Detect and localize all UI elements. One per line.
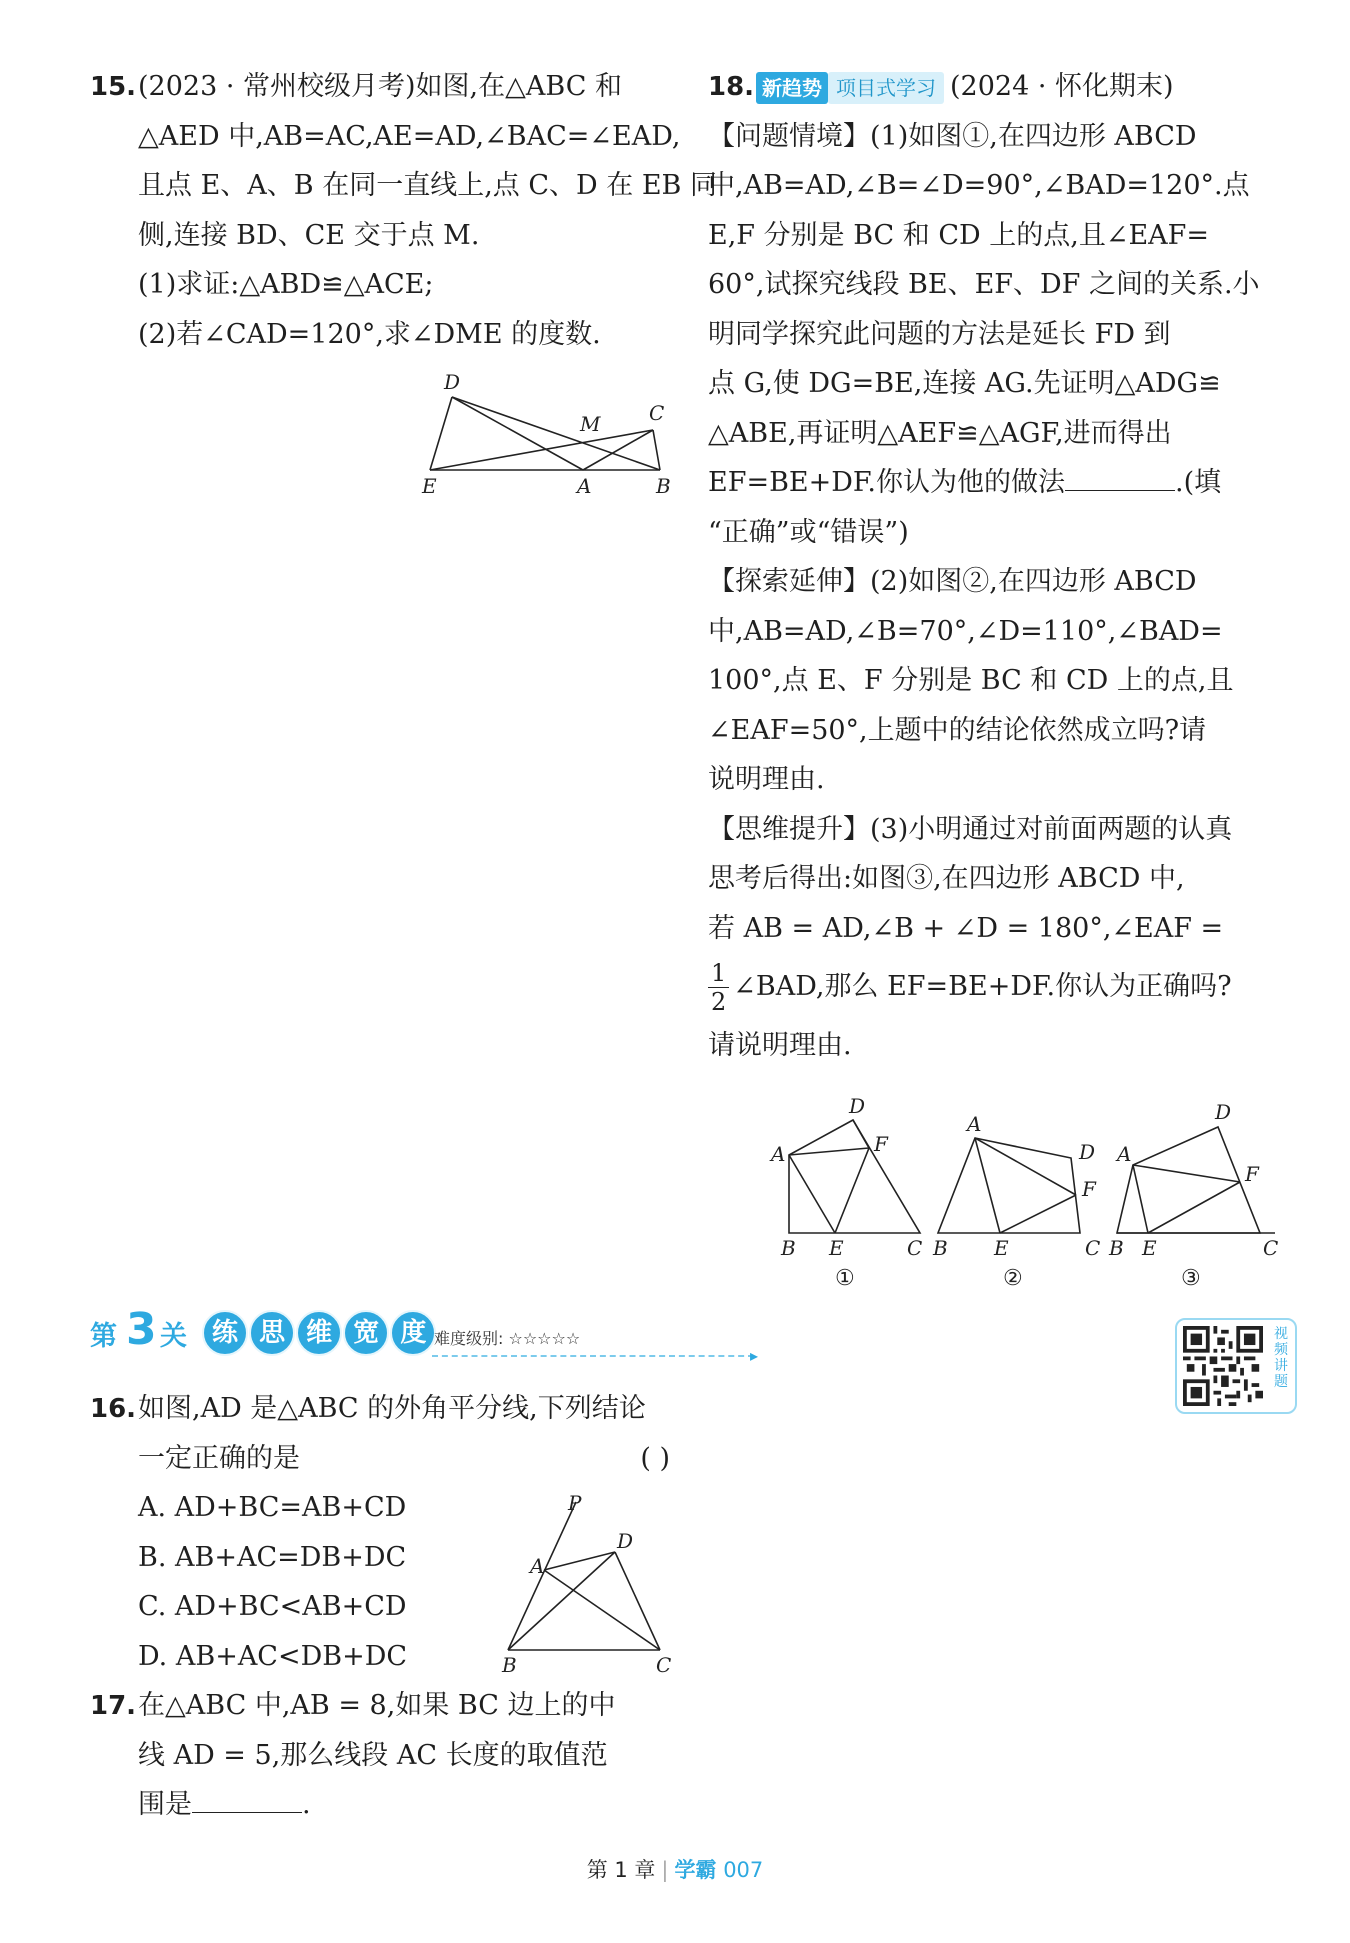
- fig3-number: ③: [1181, 1266, 1201, 1290]
- fig1-label-c: C: [907, 1236, 923, 1260]
- question-text: 请说明理由.: [708, 1030, 852, 1061]
- qr-code-icon: [1183, 1326, 1263, 1406]
- question-text: △AED 中,AB=AC,AE=AD,∠BAC=∠EAD,: [138, 120, 681, 152]
- q18-figures: [765, 1095, 1285, 1290]
- question-text: 若 AB = AD,∠B + ∠D = 180°,∠EAF =: [708, 912, 1224, 944]
- option-a[interactable]: A. AD+BC=AB+CD: [138, 1492, 407, 1523]
- fraction-numerator: 1: [708, 959, 729, 988]
- question-number: 18.: [708, 72, 755, 102]
- fig3-label-c: C: [1263, 1236, 1279, 1260]
- question-text: ∠BAD,那么 EF=BE+DF.你认为正确吗?: [733, 971, 1232, 1002]
- question-text: 且点 E、A、B 在同一直线上,点 C、D 在 EB 同: [138, 170, 717, 201]
- answer-blank[interactable]: [1065, 460, 1175, 491]
- question-text: ∠EAF=50°,上题中的结论依然成立吗?请: [708, 714, 1207, 746]
- answer-blank[interactable]: [192, 1782, 302, 1813]
- fig2-label-b: B: [933, 1236, 948, 1260]
- question-text: .(填: [1175, 467, 1222, 498]
- difficulty-level: 难度级别: ☆☆☆☆☆: [434, 1329, 581, 1348]
- question-text: .: [302, 1789, 311, 1820]
- fig2-label-e: E: [994, 1236, 1009, 1260]
- fig2-label-f: F: [1082, 1177, 1096, 1201]
- label-b: B: [502, 1653, 517, 1677]
- label-a: A: [577, 474, 592, 498]
- brand-label: 学霸: [674, 1858, 717, 1882]
- question-text: 在△ABC 中,AB = 8,如果 BC 边上的中: [138, 1690, 616, 1721]
- section-title-char: 思: [249, 1310, 295, 1356]
- fig1-label-e: E: [829, 1236, 844, 1260]
- section-title-char: 宽: [343, 1310, 389, 1356]
- section-divider: [432, 1355, 754, 1357]
- q16-figure: [490, 1490, 680, 1680]
- sub-question-1: (1)求证:△ABD≌△ACE;: [138, 269, 434, 300]
- section-title: [202, 1310, 432, 1356]
- fig1-label-b: B: [781, 1236, 796, 1260]
- question-17: [90, 1681, 680, 1830]
- question-text: 说明理由.: [708, 764, 825, 795]
- label-b: B: [656, 474, 671, 498]
- qr-code-box[interactable]: [1175, 1318, 1297, 1414]
- section-title-char: 练: [202, 1310, 248, 1356]
- label-p: P: [568, 1491, 582, 1515]
- fig3-label-f: F: [1245, 1162, 1259, 1186]
- question-text: 点 G,使 DG=BE,连接 AG.先证明△ADG≌: [708, 368, 1221, 399]
- fig3-label-b: B: [1109, 1236, 1124, 1260]
- question-15: [90, 62, 717, 359]
- q15-figure: [420, 365, 680, 500]
- question-text: 围是: [138, 1789, 192, 1820]
- trend-tag: 新趋势: [756, 72, 828, 104]
- question-text: E,F 分别是 BC 和 CD 上的点,且∠EAF=: [708, 219, 1210, 251]
- fig2-label-a: A: [967, 1112, 982, 1136]
- question-text: 60°,试探究线段 BE、EF、DF 之间的关系.小: [708, 269, 1260, 300]
- qr-label: 视频讲题: [1274, 1326, 1288, 1390]
- fig3-label-d: D: [1215, 1100, 1232, 1124]
- label-d: D: [617, 1529, 634, 1553]
- option-d[interactable]: D. AB+AC<DB+DC: [138, 1640, 408, 1672]
- fig1-label-f: F: [874, 1132, 888, 1156]
- question-18: [708, 62, 1293, 1071]
- sub-question-2: (2)若∠CAD=120°,求∠DME 的度数.: [138, 318, 601, 350]
- question-text: 线 AD = 5,那么线段 AC 长度的取值范: [138, 1739, 608, 1771]
- question-text: 思考后得出:如图③,在四边形 ABCD 中,: [708, 863, 1185, 894]
- answer-parentheses[interactable]: ( ): [640, 1442, 670, 1474]
- question-text: 一定正确的是: [138, 1442, 300, 1474]
- project-tag: 项目式学习: [828, 72, 944, 104]
- question-text: 中,AB=AD,∠B=70°,∠D=110°,∠BAD=: [708, 615, 1223, 647]
- page-number: 007: [723, 1858, 764, 1882]
- fig2-number: ②: [1003, 1266, 1023, 1290]
- question-text: 【思维提升】(3)小明通过对前面两题的认真: [708, 813, 1233, 845]
- question-source: (2024 · 怀化期末): [950, 71, 1174, 102]
- label-m: M: [580, 412, 601, 436]
- fig1-number: ①: [835, 1266, 855, 1290]
- arrow-right-icon: ▸: [750, 1346, 759, 1365]
- question-text: (2023 · 常州校级月考)如图,在△ABC 和: [138, 71, 622, 102]
- question-number: 15.: [90, 72, 137, 102]
- fig3-label-e: E: [1142, 1236, 1157, 1260]
- section-title-char: 度: [390, 1310, 436, 1356]
- fraction-denominator: 2: [711, 988, 727, 1016]
- label-c: C: [656, 1653, 672, 1677]
- chapter-label: 第 1 章: [586, 1858, 656, 1882]
- question-text: 中,AB=AD,∠B=∠D=90°,∠BAD=120°.点: [708, 170, 1250, 201]
- label-e: E: [422, 474, 437, 498]
- fraction-one-half: [708, 959, 729, 1016]
- question-text: 明同学探究此问题的方法是延长 FD 到: [708, 318, 1171, 350]
- section-number: 3: [126, 1304, 157, 1355]
- question-number: 16.: [90, 1394, 137, 1424]
- section-title-char: 维: [296, 1310, 342, 1356]
- question-text: 侧,连接 BD、CE 交于点 M.: [138, 219, 480, 251]
- question-text: △ABE,再证明△AEF≌△AGF,进而得出: [708, 417, 1172, 449]
- label-d: D: [444, 370, 461, 394]
- label-c: C: [649, 401, 665, 425]
- question-text: 100°,点 E、F 分别是 BC 和 CD 上的点,且: [708, 665, 1234, 696]
- fig1-label-d: D: [849, 1095, 866, 1118]
- label-a: A: [530, 1554, 545, 1578]
- fig2-label-d: D: [1079, 1140, 1096, 1164]
- section-guan: 关: [160, 1321, 187, 1352]
- option-c[interactable]: C. AD+BC<AB+CD: [138, 1591, 407, 1622]
- option-b[interactable]: B. AB+AC=DB+DC: [138, 1541, 407, 1573]
- section-header: [90, 1304, 759, 1365]
- section-di: 第: [90, 1321, 117, 1352]
- fig1-label-a: A: [771, 1142, 786, 1166]
- fig3-label-a: A: [1117, 1142, 1132, 1166]
- question-text: EF=BE+DF.你认为他的做法: [708, 467, 1065, 498]
- question-number: 17.: [90, 1691, 137, 1721]
- question-text: 【探索延伸】(2)如图②,在四边形 ABCD: [708, 566, 1197, 597]
- page-footer: 第 1 章 | 学霸 007: [586, 1858, 764, 1882]
- question-text: “正确”或“错误”): [708, 516, 909, 548]
- question-text: 【问题情境】(1)如图①,在四边形 ABCD: [708, 120, 1197, 152]
- question-text: 如图,AD 是△ABC 的外角平分线,下列结论: [138, 1393, 646, 1424]
- fig2-label-c: C: [1085, 1236, 1101, 1260]
